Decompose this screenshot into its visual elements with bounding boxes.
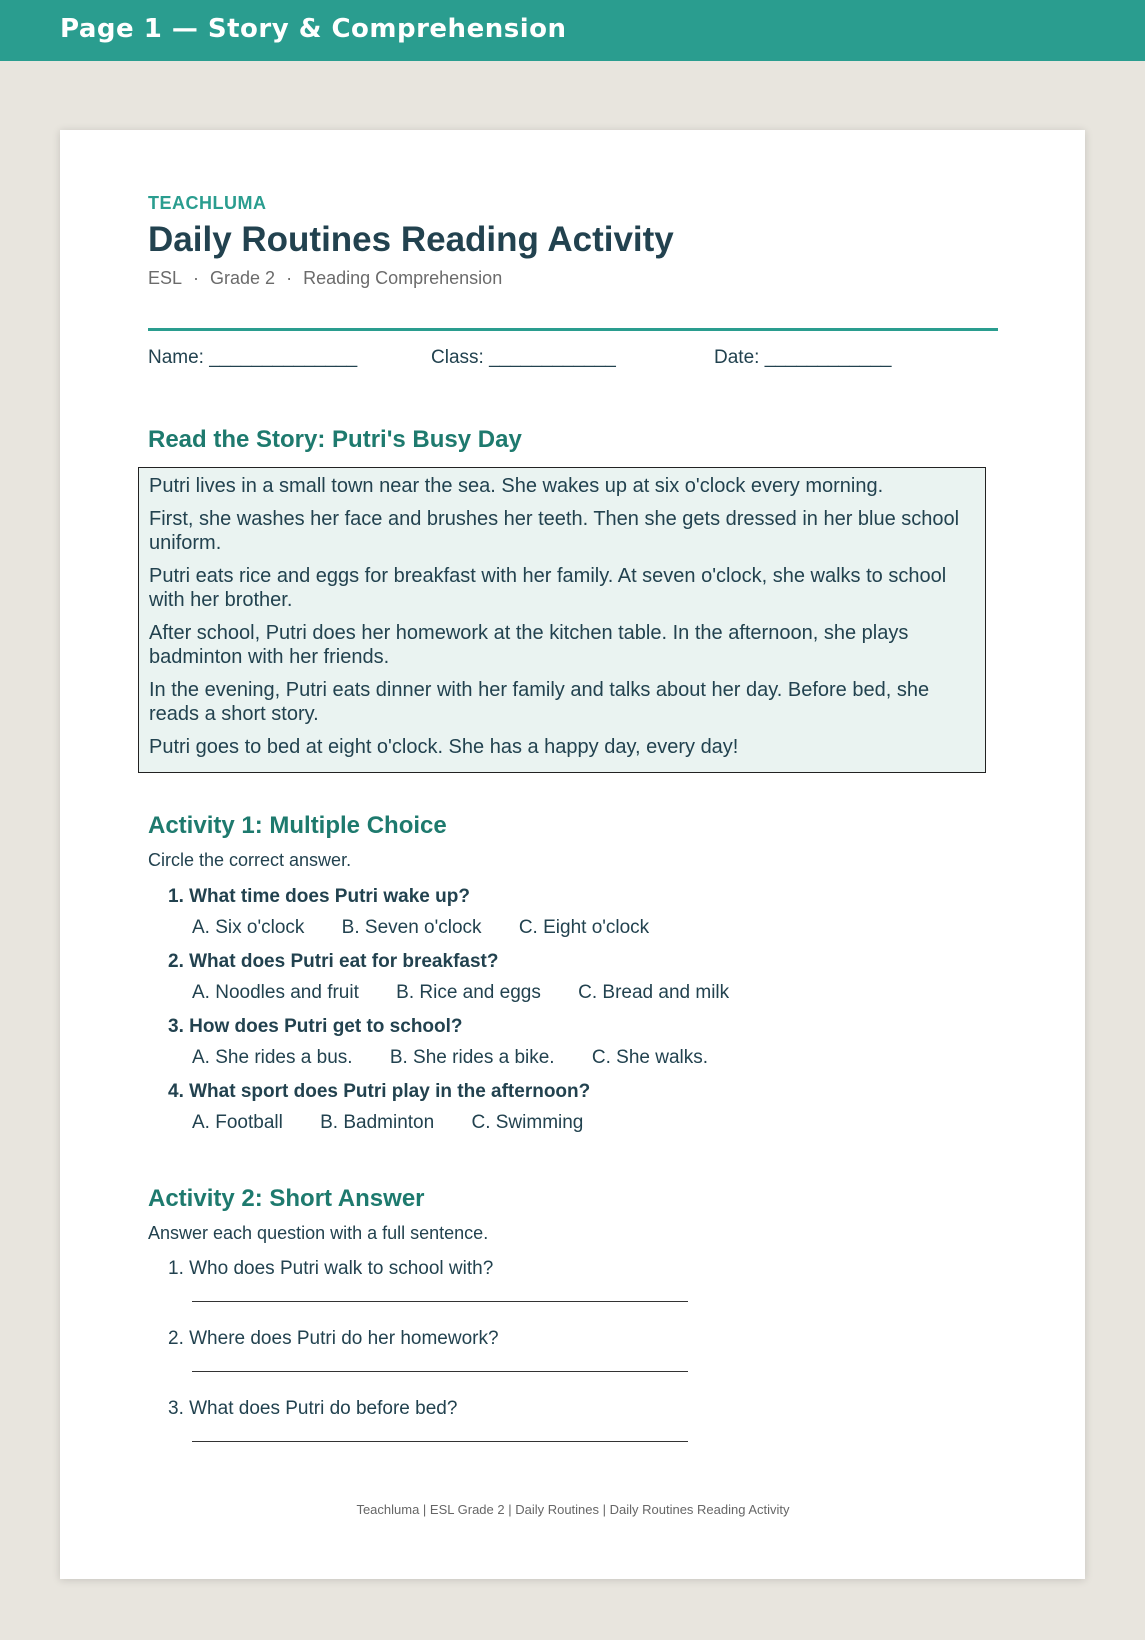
- mc-question-item: [168, 950, 968, 1015]
- story-paragraph: In the evening, Putri eats dinner with her family and talks about her day. Before bed, she reads a short story.: [149, 679, 930, 725]
- mc-option[interactable]: A. Six o'clock: [192, 917, 305, 938]
- meta-type: Reading Comprehension: [303, 268, 503, 288]
- mc-options: [168, 1047, 968, 1069]
- sa-question-item: [168, 1327, 968, 1397]
- multiple-choice-list: [168, 885, 968, 1145]
- mc-question: 3. How does Putri get to school?: [168, 1016, 463, 1037]
- brand-label: TEACHLUMA: [148, 193, 267, 213]
- page-header-bar: [0, 0, 1145, 61]
- story-box: [138, 467, 986, 773]
- worksheet-page: [60, 130, 1085, 1579]
- mc-options: [168, 917, 968, 939]
- mc-option[interactable]: C. Swimming: [471, 1112, 584, 1133]
- mc-question: 4. What sport does Putri play in the afternoon?: [168, 1081, 591, 1102]
- story-paragraph: First, she washes her face and brushes her teeth. Then she gets dressed in her blue school uniform.: [149, 508, 960, 554]
- answer-line[interactable]: [192, 1291, 688, 1302]
- class-field[interactable]: Class: ____________: [431, 347, 616, 368]
- mc-option[interactable]: A. Noodles and fruit: [192, 982, 359, 1003]
- meta-separator: ·: [286, 268, 293, 288]
- mc-option[interactable]: A. She rides a bus.: [192, 1047, 353, 1068]
- sa-question: 1. Who does Putri walk to school with?: [168, 1258, 494, 1279]
- mc-question-item: [168, 885, 968, 950]
- title-divider: [148, 328, 998, 331]
- sa-question: 3. What does Putri do before bed?: [168, 1398, 458, 1419]
- activity2-heading: Activity 2: Short Answer: [148, 1185, 425, 1212]
- worksheet-title: Daily Routines Reading Activity: [148, 220, 674, 259]
- page-footer: Teachluma | ESL Grade 2 | Daily Routines | Daily Routines Reading Activity: [356, 1502, 790, 1517]
- activity1-instruction: Circle the correct answer.: [148, 850, 352, 870]
- activity2-instruction: Answer each question with a full sentence.: [148, 1223, 489, 1243]
- meta-subject: ESL: [148, 268, 183, 288]
- answer-line[interactable]: [192, 1431, 688, 1442]
- sa-question-item: [168, 1397, 968, 1467]
- answer-line[interactable]: [192, 1361, 688, 1372]
- mc-options: [168, 982, 968, 1004]
- activity1-heading: Activity 1: Multiple Choice: [148, 812, 447, 839]
- mc-options: [168, 1112, 968, 1134]
- mc-option[interactable]: B. Badminton: [320, 1112, 435, 1133]
- mc-question: 1. What time does Putri wake up?: [168, 886, 470, 907]
- mc-option[interactable]: B. She rides a bike.: [389, 1047, 555, 1068]
- mc-question: 2. What does Putri eat for breakfast?: [168, 951, 499, 972]
- mc-option[interactable]: C. Bread and milk: [578, 982, 730, 1003]
- page-header-title: Page 1 — Story & Comprehension: [60, 14, 567, 44]
- mc-option[interactable]: C. She walks.: [591, 1047, 709, 1068]
- worksheet-meta: [148, 268, 502, 289]
- mc-option[interactable]: B. Rice and eggs: [396, 982, 541, 1003]
- short-answer-list: [168, 1257, 968, 1467]
- mc-question-item: [168, 1080, 968, 1145]
- mc-option[interactable]: C. Eight o'clock: [518, 917, 650, 938]
- mc-option[interactable]: A. Football: [192, 1112, 283, 1133]
- story-paragraph: Putri lives in a small town near the sea. She wakes up at six o'clock every morning.: [149, 475, 884, 497]
- story-heading: Read the Story: Putri's Busy Day: [148, 426, 522, 453]
- sa-question: 2. Where does Putri do her homework?: [168, 1328, 499, 1349]
- story-paragraph: Putri goes to bed at eight o'clock. She has a happy day, every day!: [149, 736, 739, 758]
- sa-question-item: [168, 1257, 968, 1327]
- mc-option[interactable]: B. Seven o'clock: [341, 917, 482, 938]
- story-paragraph: Putri eats rice and eggs for breakfast with her family. At seven o'clock, she walks to school with her brother.: [149, 565, 947, 611]
- meta-grade: Grade 2: [210, 268, 276, 288]
- mc-question-item: [168, 1015, 968, 1080]
- name-field[interactable]: Name: ______________: [148, 347, 358, 368]
- meta-separator: ·: [193, 268, 200, 288]
- story-paragraph: After school, Putri does her homework at the kitchen table. In the afternoon, she plays badminton with her friends.: [149, 622, 909, 668]
- date-field[interactable]: Date: ____________: [714, 347, 892, 368]
